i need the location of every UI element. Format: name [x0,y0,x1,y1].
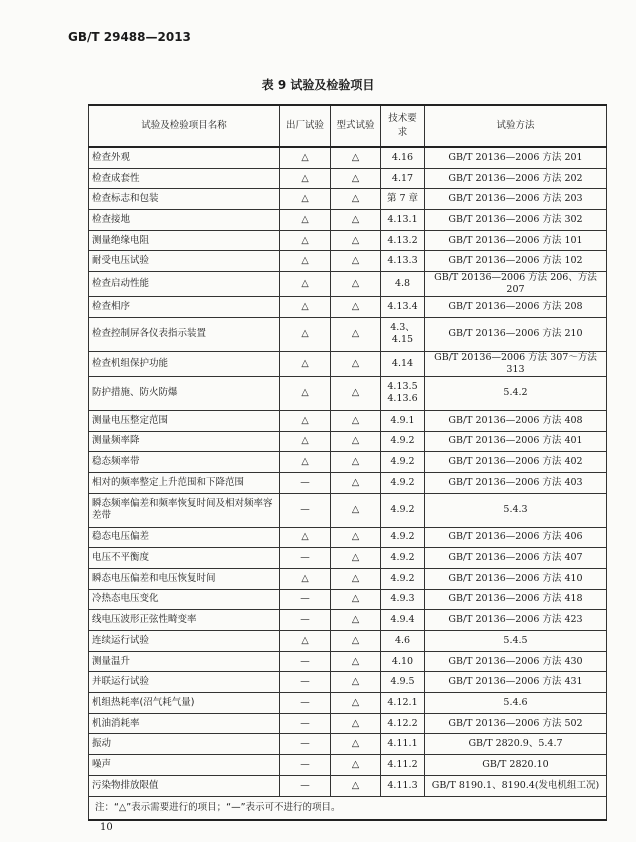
table-row [89,189,607,210]
row-type-cell: △ [331,272,381,297]
row-requirement-cell: 4.10 [381,651,425,672]
table-row [89,527,607,548]
row-name-cell: 冷热态电压变化 [89,589,280,610]
row-name-cell: 检查成套性 [89,168,280,189]
row-type-cell: △ [331,527,381,548]
table-row [89,589,607,610]
row-requirement-cell: 4.12.1 [381,693,425,714]
table-row [89,755,607,776]
col-header-type-test: 型式试验 [331,105,381,147]
row-method-cell: 5.4.5 [425,631,607,652]
row-name-cell: 机油消耗率 [89,713,280,734]
row-name-cell: 检查相序 [89,297,280,318]
row-name-cell: 检查机组保护功能 [89,351,280,376]
row-name-cell: 机组热耗率(沼气耗气量) [89,693,280,714]
row-type-cell: △ [331,493,381,527]
row-requirement-cell: 4.9.5 [381,672,425,693]
row-requirement-cell: 4.17 [381,168,425,189]
row-name-cell: 防护措施、防火防爆 [89,376,280,410]
table-row [89,431,607,452]
row-requirement-cell: 4.13.4 [381,297,425,318]
row-name-cell: 电压不平衡度 [89,548,280,569]
row-method-cell: GB/T 20136—2006 方法 401 [425,431,607,452]
row-factory-cell: — [280,672,331,693]
row-name-cell: 振动 [89,734,280,755]
row-factory-cell: △ [280,272,331,297]
row-requirement-cell: 4.16 [381,147,425,168]
row-factory-cell: — [280,548,331,569]
row-factory-cell: △ [280,251,331,272]
table-row [89,672,607,693]
row-name-cell: 瞬态电压偏差和电压恢复时间 [89,568,280,589]
row-type-cell: △ [331,147,381,168]
table-row [89,297,607,318]
row-requirement-cell: 4.9.2 [381,568,425,589]
table-row [89,410,607,431]
table-row [89,317,607,351]
row-requirement-cell: 4.11.2 [381,755,425,776]
page-number: 10 [100,822,113,833]
row-factory-cell: — [280,610,331,631]
row-method-cell: 5.4.3 [425,493,607,527]
row-requirement-cell: 4.11.1 [381,734,425,755]
table-row [89,775,607,796]
row-requirement-cell: 4.3、4.15 [381,317,425,351]
row-factory-cell: — [280,472,331,493]
row-requirement-cell: 4.9.2 [381,527,425,548]
row-type-cell: △ [331,672,381,693]
table-row [89,376,607,410]
row-type-cell: △ [331,734,381,755]
row-factory-cell: — [280,734,331,755]
row-name-cell: 检查接地 [89,210,280,231]
row-method-cell: GB/T 20136—2006 方法 102 [425,251,607,272]
row-requirement-cell: 4.9.4 [381,610,425,631]
row-name-cell: 测量绝缘电阻 [89,230,280,251]
row-requirement-cell: 4.12.2 [381,713,425,734]
row-type-cell: △ [331,189,381,210]
row-method-cell: GB/T 8190.1、8190.4(发电机组工况) [425,775,607,796]
row-factory-cell: △ [280,376,331,410]
col-header-technical-requirement: 技术要求 [381,105,425,147]
row-name-cell: 耐受电压试验 [89,251,280,272]
row-method-cell: GB/T 20136—2006 方法 418 [425,589,607,610]
row-type-cell: △ [331,452,381,473]
row-factory-cell: △ [280,527,331,548]
row-name-cell: 测量频率降 [89,431,280,452]
row-type-cell: △ [331,251,381,272]
row-name-cell: 污染物排放限值 [89,775,280,796]
row-requirement-cell: 4.9.2 [381,452,425,473]
row-method-cell: GB/T 20136—2006 方法 423 [425,610,607,631]
standard-code: GB/T 29488—2013 [68,30,191,44]
table-row [89,734,607,755]
table-row [89,147,607,168]
col-header-factory-test: 出厂试验 [280,105,331,147]
row-type-cell: △ [331,651,381,672]
row-method-cell: GB/T 20136—2006 方法 408 [425,410,607,431]
table-row [89,230,607,251]
table-row [89,651,607,672]
row-factory-cell: — [280,713,331,734]
test-items-table [88,104,607,821]
table-row [89,210,607,231]
row-type-cell: △ [331,297,381,318]
row-type-cell: △ [331,755,381,776]
table-row [89,452,607,473]
row-factory-cell: △ [280,147,331,168]
row-factory-cell: △ [280,452,331,473]
col-header-name: 试验及检验项目名称 [89,105,280,147]
table-row [89,610,607,631]
row-method-cell: 5.4.2 [425,376,607,410]
row-factory-cell: △ [280,297,331,318]
row-method-cell: GB/T 20136—2006 方法 407 [425,548,607,569]
table-row [89,631,607,652]
row-type-cell: △ [331,210,381,231]
row-factory-cell: △ [280,431,331,452]
row-method-cell: GB/T 20136—2006 方法 202 [425,168,607,189]
table-row [89,351,607,376]
row-factory-cell: △ [280,230,331,251]
row-name-cell: 噪声 [89,755,280,776]
row-type-cell: △ [331,168,381,189]
row-requirement-cell: 4.9.3 [381,589,425,610]
row-name-cell: 并联运行试验 [89,672,280,693]
table-row [89,713,607,734]
row-requirement-cell: 4.13.1 [381,210,425,231]
row-method-cell: GB/T 20136—2006 方法 431 [425,672,607,693]
row-method-cell: GB/T 20136—2006 方法 208 [425,297,607,318]
row-type-cell: △ [331,548,381,569]
row-name-cell: 连续运行试验 [89,631,280,652]
row-name-cell: 线电压波形正弦性畸变率 [89,610,280,631]
row-method-cell: GB/T 20136—2006 方法 203 [425,189,607,210]
row-factory-cell: △ [280,631,331,652]
row-factory-cell: — [280,775,331,796]
row-method-cell: GB/T 20136—2006 方法 210 [425,317,607,351]
row-factory-cell: △ [280,317,331,351]
row-factory-cell: — [280,693,331,714]
row-factory-cell: △ [280,210,331,231]
row-requirement-cell: 4.13.2 [381,230,425,251]
row-factory-cell: — [280,651,331,672]
row-name-cell: 测量温升 [89,651,280,672]
row-method-cell: GB/T 20136—2006 方法 302 [425,210,607,231]
row-requirement-cell: 4.9.2 [381,431,425,452]
row-type-cell: △ [331,631,381,652]
row-method-cell: GB/T 20136—2006 方法 402 [425,452,607,473]
row-factory-cell: △ [280,351,331,376]
table-note-row [89,796,607,820]
row-type-cell: △ [331,610,381,631]
row-factory-cell: △ [280,410,331,431]
row-type-cell: △ [331,472,381,493]
row-factory-cell: △ [280,568,331,589]
row-method-cell: GB/T 20136—2006 方法 403 [425,472,607,493]
row-type-cell: △ [331,376,381,410]
table-row [89,272,607,297]
table-row [89,493,607,527]
row-name-cell: 检查外观 [89,147,280,168]
col-header-test-method: 试验方法 [425,105,607,147]
table-row [89,693,607,714]
row-method-cell: GB/T 20136—2006 方法 410 [425,568,607,589]
row-factory-cell: — [280,755,331,776]
row-requirement-cell: 4.8 [381,272,425,297]
row-type-cell: △ [331,317,381,351]
row-type-cell: △ [331,410,381,431]
row-requirement-cell: 4.9.2 [381,493,425,527]
row-type-cell: △ [331,693,381,714]
table-row [89,568,607,589]
row-requirement-cell: 4.13.5 4.13.6 [381,376,425,410]
table-note: 注：“△”表示需要进行的项目；“—”表示可不进行的项目。 [89,796,607,820]
row-requirement-cell: 第 7 章 [381,189,425,210]
row-type-cell: △ [331,713,381,734]
row-type-cell: △ [331,230,381,251]
row-method-cell: GB/T 20136—2006 方法 502 [425,713,607,734]
row-requirement-cell: 4.9.2 [381,472,425,493]
row-method-cell: GB/T 20136—2006 方法 430 [425,651,607,672]
row-requirement-cell: 4.9.2 [381,548,425,569]
row-type-cell: △ [331,589,381,610]
row-method-cell: GB/T 20136—2006 方法 101 [425,230,607,251]
row-name-cell: 检查标志和包装 [89,189,280,210]
row-name-cell: 测量电压整定范围 [89,410,280,431]
row-method-cell: GB/T 20136—2006 方法 206、方法 207 [425,272,607,297]
row-factory-cell: — [280,589,331,610]
row-requirement-cell: 4.9.1 [381,410,425,431]
table-title: 表 9 试验及检验项目 [261,78,375,92]
row-name-cell: 稳态频率带 [89,452,280,473]
table-row [89,548,607,569]
row-type-cell: △ [331,568,381,589]
row-method-cell: GB/T 20136—2006 方法 406 [425,527,607,548]
table-header-row [89,105,607,147]
row-name-cell: 稳态电压偏差 [89,527,280,548]
row-method-cell: GB/T 2820.10 [425,755,607,776]
row-requirement-cell: 4.14 [381,351,425,376]
row-name-cell: 相对的频率整定上升范围和下降范围 [89,472,280,493]
table-row [89,472,607,493]
row-method-cell: GB/T 2820.9、5.4.7 [425,734,607,755]
row-type-cell: △ [331,431,381,452]
row-requirement-cell: 4.11.3 [381,775,425,796]
row-method-cell: 5.4.6 [425,693,607,714]
row-factory-cell: △ [280,189,331,210]
row-name-cell: 瞬态频率偏差和频率恢复时间及相对频率容差带 [89,493,280,527]
table-row [89,251,607,272]
row-requirement-cell: 4.13.3 [381,251,425,272]
row-type-cell: △ [331,775,381,796]
row-name-cell: 检查启动性能 [89,272,280,297]
row-method-cell: GB/T 20136—2006 方法 307～方法 313 [425,351,607,376]
row-method-cell: GB/T 20136—2006 方法 201 [425,147,607,168]
row-requirement-cell: 4.6 [381,631,425,652]
row-factory-cell: — [280,493,331,527]
row-factory-cell: △ [280,168,331,189]
row-name-cell: 检查控制屏各仪表指示装置 [89,317,280,351]
table-row [89,168,607,189]
row-type-cell: △ [331,351,381,376]
